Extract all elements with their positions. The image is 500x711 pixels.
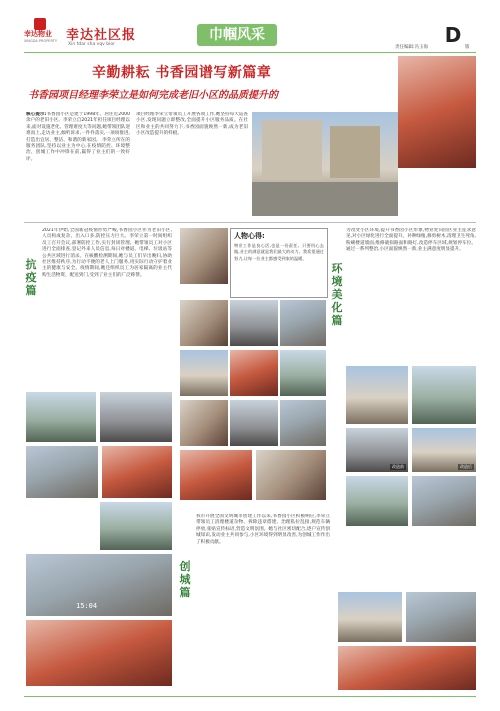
photo-mid-5 bbox=[230, 350, 278, 396]
photo-after-2 bbox=[412, 428, 476, 472]
person-quote-box bbox=[230, 228, 328, 298]
section-title-environment: 环境美化篇 bbox=[331, 262, 343, 327]
logo-text: 幸达物业 bbox=[24, 30, 52, 38]
section-title-civilized-city: 创城篇 bbox=[179, 560, 191, 599]
photo-before-2 bbox=[346, 428, 408, 472]
photo-car-checkpoint bbox=[26, 392, 96, 442]
photo-after-1 bbox=[412, 366, 476, 424]
page-suffix: 版 bbox=[465, 45, 470, 50]
photo-red-vest bbox=[102, 446, 172, 498]
intro-text-left bbox=[26, 112, 130, 216]
photo-bins bbox=[100, 502, 172, 550]
person-quote-title: 人物心得: bbox=[234, 232, 265, 240]
logo-icon bbox=[34, 18, 46, 30]
photo-mid-8 bbox=[230, 400, 278, 446]
photo-mid-4 bbox=[180, 350, 228, 396]
photo-mid-10 bbox=[180, 450, 252, 500]
person-quote-body: 物业工作是良心活,也是一份责任。只要用心去做,业主的满意就是我们最大的动力。我希望通过努力,让每一位业主都感受到家的温暖。 bbox=[234, 243, 324, 261]
photo-epidemic-check bbox=[100, 392, 172, 442]
lead-photo-residential-area bbox=[252, 112, 398, 216]
bottom-rule bbox=[24, 696, 476, 697]
intro-paragraph-1: 书香园小区是建于1998年、居住近2000余户的老旧小区。李荣立自2021年担任项目经理以来,面对设施老化、管理难度大等问题,她带领团队迎难而上,走访业主,倾听诉求,一件件落实,一项项推进,打造出宜居、整洁、和谐的新家园。 bbox=[26, 112, 130, 143]
paper-name: 幸达社区报 bbox=[66, 28, 137, 43]
photo-after-3 bbox=[412, 476, 476, 526]
walkway-shape bbox=[252, 182, 398, 216]
section-body-environment: 为改变小区环境,提升书香园小区形象,物业处向园区业主征求意见,对小区绿化进行全面提升。补种绿植,修剪树木,清理卫生死角,粉刷楼道墙面,维修破损路面和路灯,改造停车区域,规划停车位。通过一系列整治,小区面貌焕然一新,业主满意度明显提升。 bbox=[346, 228, 476, 253]
photo-volunteers bbox=[26, 446, 98, 498]
intro-paragraph-2: 李荣立所在的服务团队,坚持以业主为中心,在疫情防控、环境整治、创城工作中冲锋在前,赢得了业主们的一致好评。 bbox=[26, 137, 130, 162]
intro-divider bbox=[24, 222, 476, 223]
photo-buildings-2 bbox=[406, 592, 476, 642]
photo-timestamp: 15:04 bbox=[76, 602, 98, 610]
photo-buildings bbox=[338, 592, 402, 642]
paper-pinyin: Xin tdar sha vqv bior bbox=[68, 42, 115, 47]
intro-lead: 核心提示: bbox=[26, 112, 47, 117]
photo-mid-1 bbox=[180, 300, 228, 346]
photo-mid-3 bbox=[280, 300, 326, 346]
building-shape bbox=[262, 120, 322, 180]
photo-mid-11 bbox=[256, 450, 326, 500]
editor-credit: 责任编辑:冯玉海 bbox=[395, 45, 429, 50]
logo-sub: XINGDA PROPERTY bbox=[24, 39, 57, 43]
caption-after: 改造后 bbox=[460, 464, 472, 469]
photo-mid-6 bbox=[280, 350, 326, 396]
photo-before-1 bbox=[346, 366, 408, 424]
headline-main: 辛勤耕耘 书香园谱写新篇章 bbox=[92, 65, 272, 81]
photo-mid-2 bbox=[230, 300, 278, 346]
photo-before-3 bbox=[346, 476, 408, 526]
photo-crowd bbox=[26, 554, 172, 616]
headline-sub: 书香园项目经理李荣立是如何完成老旧小区的品质提升的 bbox=[28, 90, 278, 101]
section-body-fight-epidemic: 2021年伊始,全国新冠疫情形势严峻,书香园小区作为老旧小区,人员构成复杂、出入口多,防控压力巨大。李荣立第一时间组织员工召开会议,部署防控工作,实行封闭管理。她带领员工对小区进行全面排查,登记外来人员信息,每日对楼道、电梯、垃圾站等公共区域进行消杀。在核酸检测期间,她与员工们早出晚归,协助社区维持秩序,为行动不便的老人上门服务,用实际行动守护着业主的健康与安全。疫情期间,她还组织员工为居家隔离的业主代购生活物资、配送到门,受到了业主们的广泛称赞。 bbox=[42, 228, 172, 278]
section-banner bbox=[197, 24, 277, 46]
section-body-civilized-city: 我市开展全国文明城市创建工作以来,书香园小区积极响应,李荣立带领员工清理楼道杂物、拆除违章搭建、治理私拉乱接,规范车辆停放,张贴宣传标语,营造文明氛围。她与社区密切配合,逐户宣传创城知识,发动业主共同参与,小区环境得到明显改善,为创城工作作出了积极贡献。 bbox=[196, 514, 330, 545]
photo-mid-7 bbox=[180, 400, 228, 446]
building-shape-2 bbox=[330, 126, 380, 178]
masthead-rule bbox=[24, 52, 476, 53]
photo-group-banner bbox=[26, 620, 172, 686]
section-title: 巾帼风采 bbox=[209, 27, 265, 43]
photo-pavilion bbox=[338, 646, 476, 690]
photo-mid-9 bbox=[280, 400, 326, 446]
caption-before: 改造前 bbox=[392, 464, 404, 469]
section-title-fight-epidemic: 抗疫篇 bbox=[25, 258, 37, 297]
portrait-photo bbox=[180, 228, 228, 284]
intro-text-right: 项目经理李荣立带领员工开展各项工作,她坚持每天巡查小区,发现问题立即整改,全面提升小区服务品质。在社区和业主的共同努力下,书香园面貌焕然一新,成为老旧小区改造提升的样板。 bbox=[136, 112, 248, 137]
masthead-logo bbox=[24, 18, 62, 44]
page-letter: D bbox=[444, 23, 462, 47]
lantern-photo bbox=[398, 56, 476, 168]
